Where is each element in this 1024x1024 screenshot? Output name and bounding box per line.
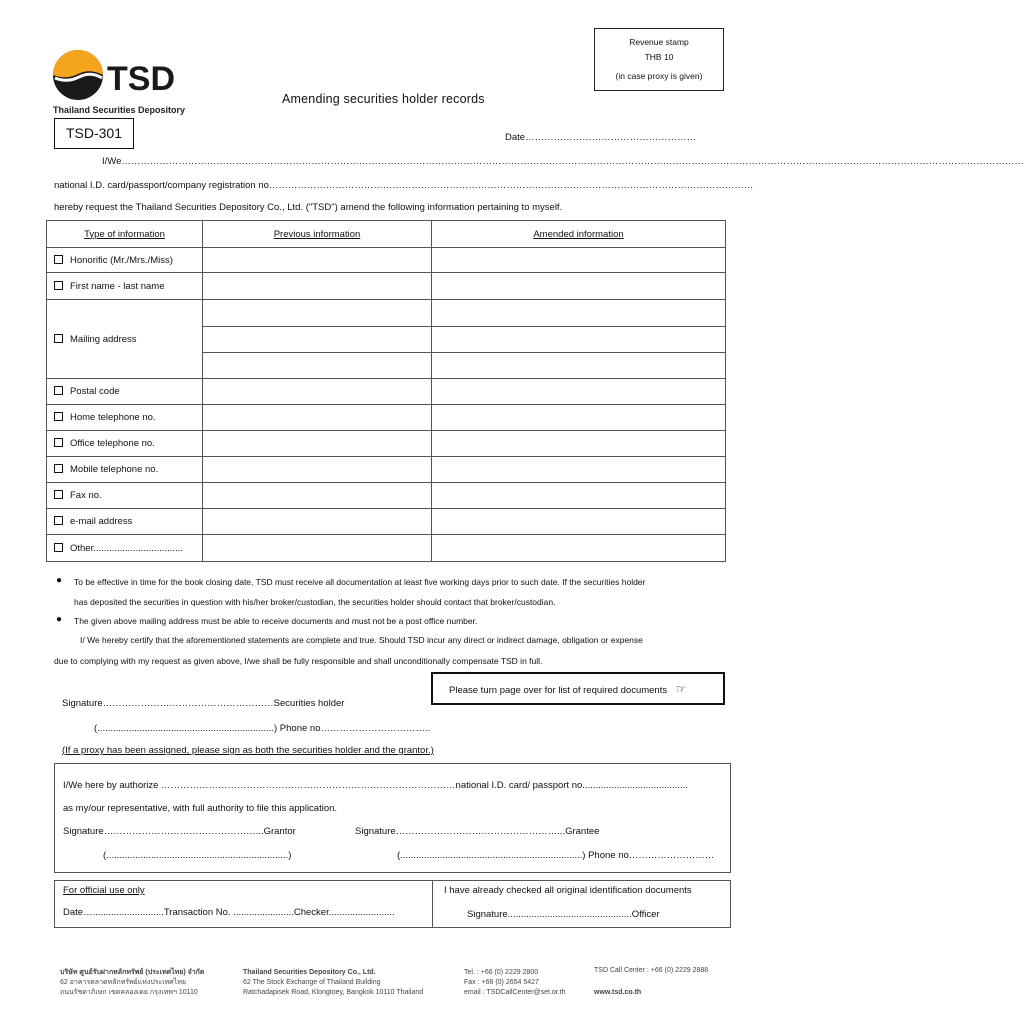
row-label: e-mail address [70,516,133,527]
amended-cell[interactable] [432,273,726,300]
logo-subtitle: Thailand Securities Depository [53,105,186,115]
row-label: First name - last name [70,280,165,292]
footer-website[interactable]: www.tsd.co.th [594,989,642,996]
note-effective-2: has deposited the securities in question with his/her broker/custodian, the securities holder should contact that broker/custodian. [74,597,556,607]
grantee-name-phone-field[interactable]: (.....................................................................) Phone no……………………… [397,850,715,861]
previous-cell[interactable] [203,509,432,535]
row-label: Office telephone no. [70,438,155,449]
col-header-type: Type of information [47,221,203,248]
previous-cell[interactable] [203,248,432,273]
amended-cell[interactable] [432,327,726,353]
footer-email[interactable]: email : TSDCallCenter@set.or.th [464,989,566,996]
stamp-condition: (in case proxy is given) [615,71,703,81]
documents-checked-text: I have already checked all original identification documents [444,885,692,896]
previous-cell[interactable] [203,327,432,353]
holder-name-phone-field[interactable]: (...................................................................) Phone no…………………………….. [94,723,431,734]
row-label: Mobile telephone no. [70,464,159,475]
date-field[interactable]: Date……………………………………………… [505,132,697,143]
officer-signature-field[interactable]: Signature...............................................Officer [467,909,660,920]
previous-cell[interactable] [203,535,432,562]
stamp-label: Revenue stamp [629,37,689,47]
previous-cell[interactable] [203,273,432,300]
amended-cell[interactable] [432,535,726,562]
previous-cell[interactable] [203,483,432,509]
amended-cell[interactable] [432,379,726,405]
footer-en-address-2: Ratchadapisek Road, Klongtoey, Bangkok 10110 Thailand [243,989,424,996]
amended-cell[interactable] [432,483,726,509]
footer-tel: Tel. : +66 (0) 2229 2800 [464,969,539,976]
info-table [46,220,726,562]
footer-en-address-1: 62 The Stock Exchange of Thailand Building [243,979,381,986]
official-fields[interactable]: Date…...........................Transaction No. .......................Checker......................... [63,907,395,918]
table-row [47,248,726,273]
footer-thai-address-2: ถนนรัชดาภิเษก เขตคลองเตย กรุงเทพฯ 10110 [60,989,198,996]
email-checkbox[interactable] [54,516,63,525]
revenue-stamp-box [594,28,724,91]
col-header-previous: Previous information [203,221,432,248]
table-row [47,509,726,535]
amended-cell[interactable] [432,248,726,273]
previous-cell[interactable] [203,353,432,379]
note-effective-1: To be effective in time for the book closing date, TSD must receive all documentation at least five working days prior to such date. If the securities holder [74,577,646,587]
honorific-checkbox[interactable] [54,255,63,264]
mobile-checkbox[interactable] [54,464,63,473]
holder-signature-field[interactable]: Signature………………………………………………Securities holder [62,698,345,709]
previous-cell[interactable] [203,457,432,483]
proxy-note: (If a proxy has been assigned, please sign as both the securities holder and the grantor.) [62,745,434,756]
form-code: TSD-301 [54,118,134,149]
table-row [47,535,726,562]
previous-cell[interactable] [203,431,432,457]
applicant-name-field[interactable]: I/We…………………………………………………………………………………………………………………………………………………………………………………………………………………………………………………………… [102,156,1024,167]
amended-cell[interactable] [432,300,726,327]
amended-cell[interactable] [432,353,726,379]
page-title: Amending securities holder records [282,92,485,106]
table-row [47,457,726,483]
certify-text-2: due to complying with my request as given above, I/we shall be fully responsible and shall unconditionally compensate TSD in full. [54,656,543,666]
footer-thai-address-1: 62 อาคารตลาดหลักทรัพย์แห่งประเทศไทย [60,979,186,986]
footer-call-center: TSD Call Center : +66 (0) 2229 2888 [594,967,709,974]
logo-text: TSD [107,60,175,98]
col-header-amended: Amended information [432,221,726,248]
table-row [47,431,726,457]
grantor-signature-field[interactable]: Signature…………………………………………...Grantor [63,826,296,837]
previous-cell[interactable] [203,379,432,405]
grantor-name-field[interactable]: (.....................................................................) [103,850,292,861]
table-row [47,405,726,431]
previous-cell[interactable] [203,405,432,431]
footer-fax: Fax : +66 (0) 2654 5427 [464,979,539,986]
national-id-field[interactable]: national I.D. card/passport/company registration no……………………………………………………………………………………………………………………………………… [54,180,754,191]
postal-checkbox[interactable] [54,386,63,395]
table-row [47,483,726,509]
row-label: Mailing address [70,333,137,345]
previous-cell[interactable] [203,300,432,327]
row-label: Other.................................. [70,542,183,554]
row-label: Fax no. [70,490,102,501]
tsd-logo-mark [52,48,192,108]
office-tel-checkbox[interactable] [54,438,63,447]
row-label: Honorific (Mr./Mrs./Miss) [70,254,173,266]
proxy-section [54,763,731,873]
certify-text-1: I/ We hereby certify that the aforementioned statements are complete and true. Should TSD incur any direct or indirect damage, obligation or expense [80,635,643,645]
stamp-amount: THB 10 [644,52,674,62]
authorize-field[interactable]: I/We here by authorize …………………………………………………………………………………national I.D. card/ passport no........................................ [63,780,688,791]
amended-cell[interactable] [432,431,726,457]
note-mailing: The given above mailing address must be able to receive documents and must not be a post office number. [74,616,478,626]
footer-thai-name: บริษัท ศูนย์รับฝากหลักทรัพย์ (ประเทศไทย) จำกัด [60,969,205,976]
mailing-checkbox[interactable] [54,334,63,343]
amended-cell[interactable] [432,457,726,483]
table-row [47,273,726,300]
row-label: Home telephone no. [70,412,156,423]
representative-text: as my/our representative, with full authority to file this application. [63,803,338,814]
footer-en-name: Thailand Securities Depository Co., Ltd. [243,969,376,976]
grantee-signature-field[interactable]: Signature……………………………………………...Grantee [355,826,600,837]
official-use-section [54,880,731,928]
other-checkbox[interactable] [54,543,63,552]
amended-cell[interactable] [432,509,726,535]
table-row [47,300,726,327]
request-statement: hereby request the Thailand Securities Depository Co., Ltd. ("TSD") amend the following information pertaining to myself. [54,202,563,213]
table-row [47,379,726,405]
turn-page-notice [431,672,725,705]
name-checkbox[interactable] [54,281,63,290]
bullet-icon: ● [56,614,63,625]
hand-pointer-icon: ☞ [675,682,687,696]
row-label: Postal code [70,386,120,397]
official-use-title: For official use only [63,885,145,896]
fax-checkbox[interactable] [54,490,63,499]
amended-cell[interactable] [432,405,726,431]
home-tel-checkbox[interactable] [54,412,63,421]
bullet-icon: ● [56,575,63,586]
divider [432,881,433,927]
turn-page-text: Please turn page over for list of required documents [449,685,668,696]
